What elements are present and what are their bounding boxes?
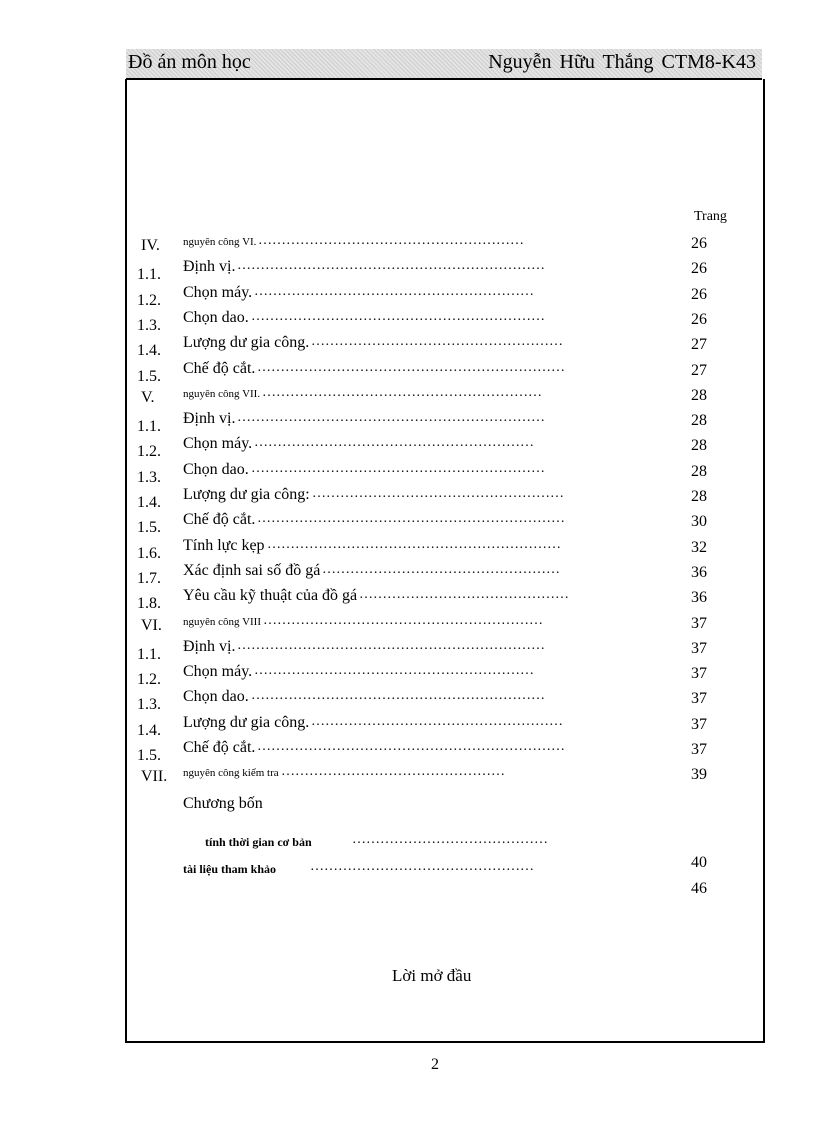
toc-row: [0, 613, 816, 635]
toc-row: [0, 258, 816, 284]
toc-title: Tính lực kẹp: [183, 536, 265, 554]
toc-page-number: 37: [691, 741, 707, 758]
introduction-heading: Lời mở đầu: [392, 966, 472, 985]
toc-leader-dots: …………………………………………………………: [257, 359, 565, 375]
toc-page-number: 37: [691, 614, 707, 632]
toc-leader-dots: ………………………………………………………: [251, 688, 545, 704]
toc-row: [0, 713, 816, 739]
toc-page-number: 28: [691, 462, 707, 480]
toc-entry-tinh-thoi-gian: tính thời gian cơ bản: [205, 835, 312, 849]
toc-row: [0, 739, 816, 764]
toc-number: IV.: [141, 237, 160, 254]
toc-leader-dots: …………………………………………………………: [257, 739, 565, 754]
toc-row: [0, 764, 816, 786]
toc-number: 1.3.: [137, 696, 161, 714]
toc-row: [0, 688, 816, 714]
toc-page-number: 39: [691, 766, 707, 784]
toc-title: Định vị.: [183, 258, 236, 276]
toc-number: 1.5.: [137, 747, 161, 764]
toc-leader-dots: ………………………………………………………: [267, 536, 561, 552]
toc-row: [0, 663, 816, 689]
toc-leader-dots: ………………………………………………: [311, 713, 563, 729]
page-header: [126, 49, 762, 80]
toc-row: [0, 435, 816, 461]
toc-title: Chọn dao.: [183, 688, 249, 706]
toc-row: [0, 511, 816, 537]
toc-page-number: 37: [691, 639, 707, 657]
toc-page-number: 36: [691, 589, 707, 607]
toc-row: [0, 637, 816, 663]
toc-number: 1.4.: [137, 494, 161, 511]
toc-title: Chọn máy.: [183, 435, 253, 453]
trang-label: Trang: [694, 209, 727, 224]
toc-row: [0, 283, 816, 309]
toc-title: Lượng dư gia công:: [183, 486, 310, 503]
toc-page-number: 37: [691, 665, 707, 683]
toc-leader-dots: ………………………………………………: [312, 486, 564, 501]
toc-leader-dots: …………………………………………………………: [237, 258, 545, 274]
toc-leader-dots: ……………………………………………………: [263, 612, 543, 628]
toc-number: 1.1.: [137, 418, 161, 436]
header-left-text: Đồ án môn học: [128, 51, 251, 73]
toc-number: 1.4.: [137, 342, 161, 360]
toc-title: Lượng dư gia công.: [183, 713, 310, 731]
toc-number: 1.8.: [137, 595, 161, 613]
toc-entry-tai-lieu: tài liệu tham khảo: [183, 862, 277, 876]
toc-page-number: 27: [691, 361, 707, 379]
toc-row: [0, 561, 816, 587]
toc-leader-dots: ………………………………………………: [311, 334, 563, 350]
toc-leader-dots: …………………………………………: [310, 859, 534, 874]
toc-number: 1.7.: [137, 569, 161, 587]
toc-leader-dots: …………………………………………………………: [237, 637, 545, 653]
toc-title: Chế độ cắt.: [183, 359, 256, 377]
toc-number: VII.: [141, 768, 168, 786]
toc-title: nguyên công VII.: [183, 387, 261, 400]
toc-page-number: 26: [691, 310, 707, 328]
toc-number: 1.2.: [137, 443, 161, 461]
toc-title: Chế độ cắt.: [183, 511, 256, 529]
toc-number: VI.: [141, 616, 162, 634]
toc-row: [0, 410, 816, 436]
toc-row: [0, 308, 816, 334]
toc-number: 1.5.: [137, 367, 161, 385]
toc-page-number: 28: [691, 488, 707, 505]
toc-leader-dots: …………………………………………………………: [237, 410, 545, 426]
toc-title: Chọn dao.: [183, 460, 249, 478]
toc-row: [0, 486, 816, 511]
toc-leader-dots: ……………………………………………………: [254, 435, 534, 451]
toc-number: 1.3.: [137, 468, 161, 486]
toc-page-number: 26: [691, 285, 707, 303]
toc-title: Chọn máy.: [183, 663, 253, 681]
toc-title: Định vị.: [183, 637, 236, 655]
toc-row: [0, 460, 816, 486]
toc-title: Chọn máy.: [183, 283, 253, 301]
toc-number: 1.1.: [137, 266, 161, 284]
toc-row: [0, 587, 816, 613]
header-right-text: Nguyễn Hữu Thắng CTM8-K43: [488, 51, 756, 73]
toc-page-number: 37: [691, 715, 707, 733]
toc-leader-dots: ……………………………………: [352, 832, 548, 847]
toc-title: Lượng dư gia công.: [183, 334, 310, 352]
toc-page-number: 36: [691, 563, 707, 581]
toc-page-number: 26: [691, 260, 707, 278]
toc-page-number: 30: [691, 513, 707, 531]
toc-page-number: 28: [691, 412, 707, 430]
page-number: 2: [431, 1056, 439, 1073]
toc-row: [0, 359, 816, 385]
toc-title: Định vị.: [183, 410, 236, 428]
toc-number: V.: [141, 388, 155, 406]
toc-title: Yêu cầu kỹ thuật của đồ gá: [183, 587, 358, 605]
toc-title: Chọn dao.: [183, 308, 249, 326]
toc-leader-dots: ……………………………………………: [322, 561, 560, 577]
toc-page-number: 28: [691, 386, 707, 404]
toc-title: nguyên công kiểm tra: [183, 767, 279, 780]
toc-page-number: 40: [691, 854, 707, 871]
chapter-four-heading: Chương bốn: [183, 795, 263, 812]
toc-row: [0, 334, 816, 360]
toc-number: 1.4.: [137, 721, 161, 739]
toc-leader-dots: ………………………………………………………: [251, 460, 545, 476]
toc-row: [0, 536, 816, 562]
toc-number: 1.6.: [137, 544, 161, 562]
toc-title: Chế độ cắt.: [183, 739, 256, 756]
toc-number: 1.2.: [137, 291, 161, 309]
toc-leader-dots: ……………………………………………………: [254, 663, 534, 679]
toc-page-number: 32: [691, 538, 707, 556]
toc-leader-dots: …………………………………………: [281, 764, 505, 780]
toc-row: [0, 233, 816, 255]
toc-page-number: 28: [691, 437, 707, 455]
toc-title: nguyên công VI.: [183, 236, 257, 248]
toc-number: 1.2.: [137, 671, 161, 689]
toc-page-number: 37: [691, 690, 707, 708]
toc-title: nguyên công VIII: [183, 615, 261, 628]
toc-title: Xác định sai số đồ gá: [183, 561, 321, 579]
toc-row: [0, 385, 816, 407]
toc-number: 1.1.: [137, 645, 161, 663]
toc-page-number: 26: [691, 235, 707, 252]
toc-leader-dots: ………………………………………: [359, 587, 569, 603]
toc-leader-dots: …………………………………………………………: [257, 511, 565, 527]
toc-number: 1.3.: [137, 316, 161, 334]
toc-leader-dots: …………………………………………………: [258, 233, 524, 248]
toc-page-number: 46: [691, 880, 707, 897]
toc-leader-dots: ……………………………………………………: [254, 283, 534, 299]
toc-number: 1.5.: [137, 519, 161, 537]
toc-leader-dots: ………………………………………………………: [251, 308, 545, 324]
toc-page-number: 27: [691, 336, 707, 354]
toc-leader-dots: ……………………………………………………: [262, 384, 542, 400]
